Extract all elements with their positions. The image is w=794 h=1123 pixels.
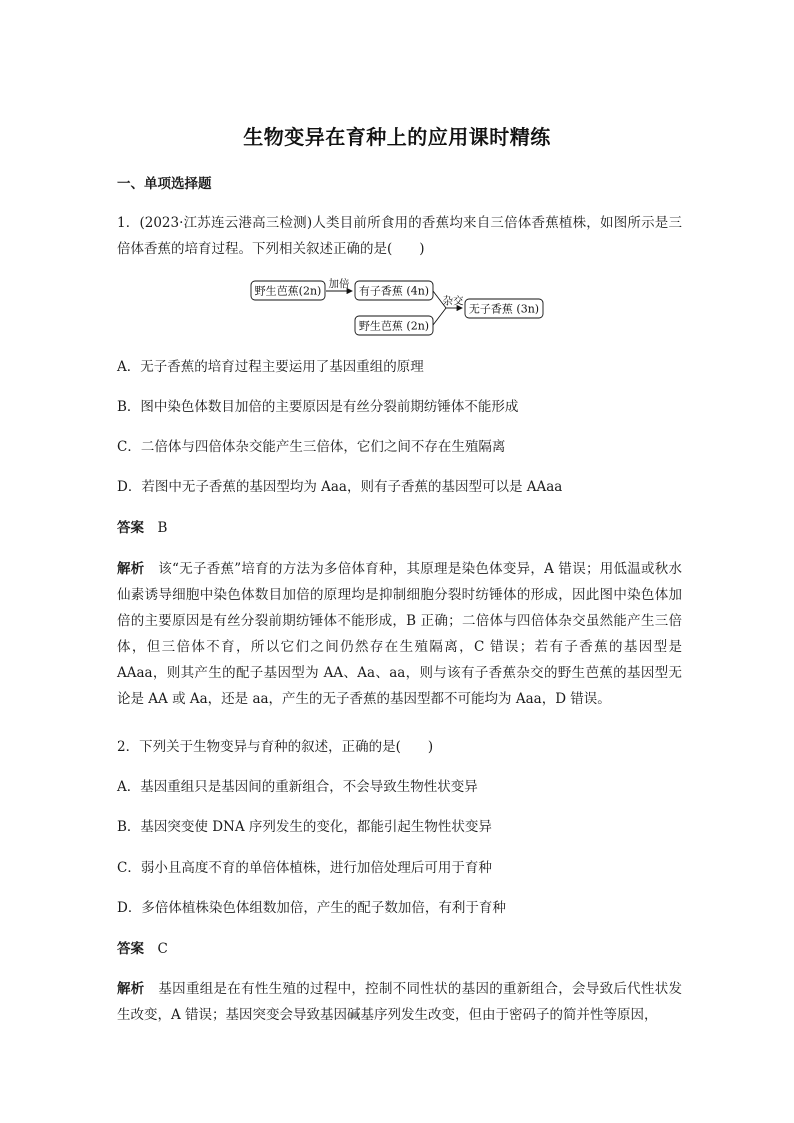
box-seedless-banana-3n-label: 无子香蕉 (3n) [468,302,540,316]
q2-option-d: D．多倍体植株染色体组数加倍，产生的配子数加倍，有利于育种 [117,900,506,916]
question-1-stem: 1．(2023·江苏连云港高三检测)人类目前所食用的香蕉均来自三倍体香蕉植株，如图所示是三倍体香蕉的培育过程。下列相关叙述正确的是( ) [117,215,682,257]
q1-answer-label: 答案 [117,520,144,536]
q1-option-d: D．若图中无子香蕉的基因型均为 Aaa，则有子香蕉的基因型可以是 AAaa [117,479,563,495]
section-heading: 一、单项选择题 [117,176,212,192]
q1-option-c: C．二倍体与四倍体杂交能产生三倍体，它们之间不存在生殖隔离 [117,439,506,455]
q2-option-b: B．基因突变使 DNA 序列发生的变化，都能引起生物性状变异 [117,819,492,835]
q1-answer [117,518,167,538]
q2-analysis-label: 解析 [117,981,145,997]
q1-option-a: A．无子香蕉的培育过程主要运用了基因重组的原理 [117,359,424,375]
q1-analysis-text: 该“无子香蕉”培育的方法为多倍体育种，其原理是染色体变异，A 错误；用低温或秋水仙素诱导细胞中染色体数目加倍的原理均是抑制细胞分裂时纺锤体的形成，因此图中染色体加倍的主要原因是有丝分裂前期纺锤体不能形成，B 正确；二倍体与四倍体杂交虽然能产生三倍体，但三倍体不育，所以它们之间仍然存在生殖隔离，C 错误；若有子香蕉的基因型是 AAaa，则其产生的配子基因型为 AA、Aa、aa，则与该有子香蕉杂交的野生芭蕉的基因型无论是 AA 或 Aa，还是 aa，产生的无子香蕉的基因型都不可能均为 Aaa，D 错误。 [117,561,683,707]
q2-answer-value: C [157,941,168,957]
q1-analysis-label: 解析 [117,561,145,577]
box-wild-banana-2n-label: 野生芭蕉(2n) [254,284,322,298]
q2-answer-label: 答案 [117,941,144,957]
q1-analysis [117,556,682,712]
arrow-doubling-label: 加倍 [328,278,350,290]
box-wild-banana-2n-b-label: 野生芭蕉 (2n) [358,319,430,333]
arrow-cross-label: 杂交 [442,295,464,307]
page-title: 生物变异在育种上的应用课时精练 [243,125,551,149]
q1-answer-value: B [157,520,168,536]
question-2-stem: 2．下列关于生物变异与育种的叙述，正确的是( ) [117,739,434,755]
box-seeded-banana-4n-label: 有子香蕉 (4n) [358,284,430,298]
breeding-diagram [248,278,548,340]
q2-answer [117,939,168,959]
q2-analysis [117,976,682,1028]
q2-option-c: C．弱小且高度不育的单倍体植株，进行加倍处理后可用于育种 [117,860,492,876]
q2-analysis-text: 基因重组是在有性生殖的过程中，控制不同性状的基因的重新组合，会导致后代性状发生改变，A 错误；基因突变会导致基因碱基序列发生改变，但由于密码子的简并性等原因， [117,981,683,1023]
q2-option-a: A．基因重组只是基因间的重新组合，不会导致生物性状变异 [117,779,478,795]
q1-option-b: B．图中染色体数目加倍的主要原因是有丝分裂前期纺锤体不能形成 [117,399,519,415]
